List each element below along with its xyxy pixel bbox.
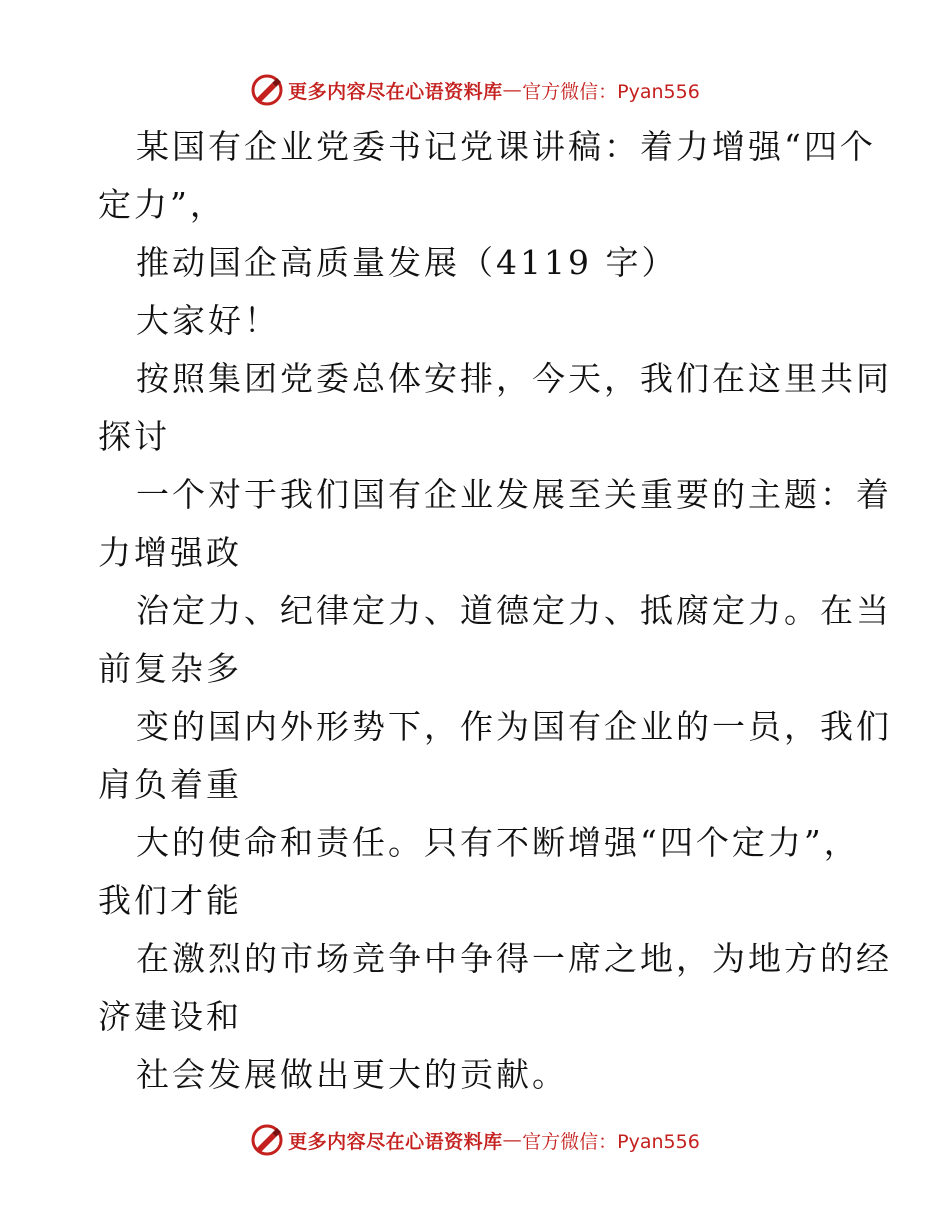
paragraph-line: 社会发展做出更大的贡献。 [136,1055,568,1094]
footer-banner [0,1120,950,1160]
paragraph-line: 探讨 [98,417,170,456]
paragraph-line: 在激烈的市场竞争中争得一席之地，为地方的经 [136,939,892,978]
banner-dash: — [502,79,523,101]
paragraph-line: 变的国内外形势下，作为国有企业的一员，我们 [136,707,892,746]
paragraph-line: 治定力、纪律定力、道德定力、抵腐定力。在当 [136,591,892,630]
pen-logo-icon [250,73,284,107]
banner-title: 更多内容尽在心语资料库 [288,1130,503,1153]
greeting-line: 大家好！ [136,301,280,340]
paragraph-line: 我们才能 [98,881,242,920]
paragraph-line: 济建设和 [98,997,242,1036]
paragraph-line: 前复杂多 [98,649,242,688]
pen-logo-icon [250,1123,284,1157]
header-banner [0,70,950,110]
paragraph-line: 按照集团党委总体安排，今天，我们在这里共同 [136,359,892,398]
subtitle-line: 推动国企高质量发展（4119 字） [136,243,678,282]
paragraph-line: 肩负着重 [98,765,242,804]
title-line-1: 某国有企业党委书记党课讲稿：着力增强“四个 [136,127,876,166]
banner-wechat: 官方微信：Pyan556 [522,80,700,103]
banner-title: 更多内容尽在心语资料库 [288,80,503,103]
title-line-2: 定力”， [98,185,226,224]
banner-wechat: 官方微信：Pyan556 [522,1130,700,1153]
paragraph-line: 一个对于我们国有企业发展至关重要的主题：着 [136,475,892,514]
banner-dash: — [502,1129,523,1151]
paragraph-line: 力增强政 [98,533,242,572]
paragraph-line: 大的使命和责任。只有不断增强“四个定力”， [136,823,860,862]
